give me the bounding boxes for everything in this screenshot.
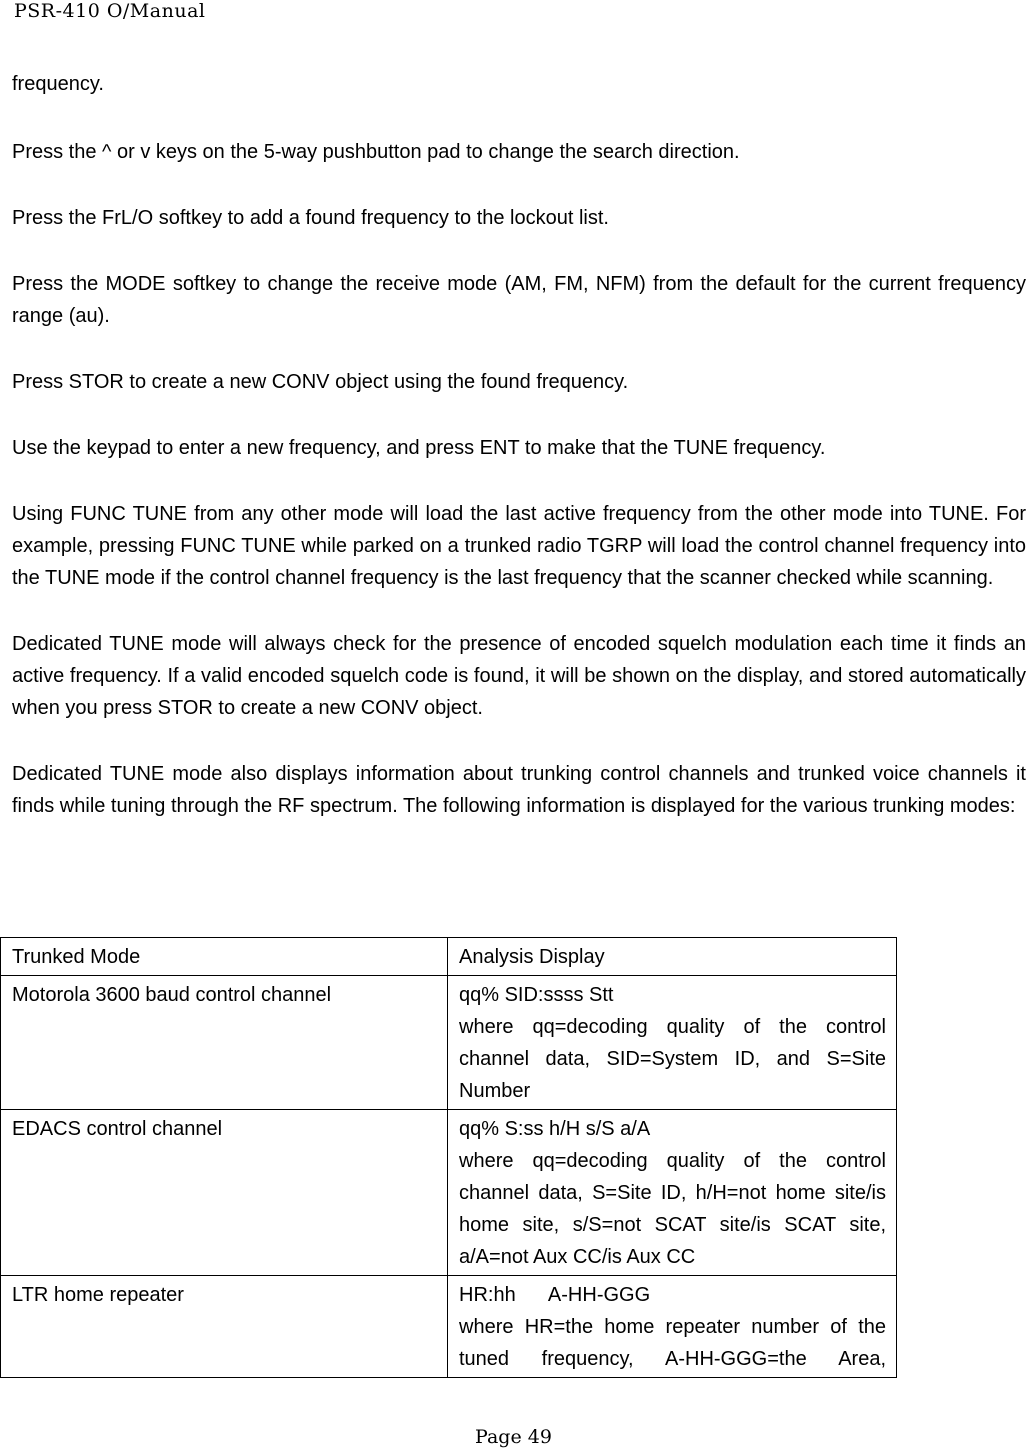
paragraph: Use the keypad to enter a new frequency, and press ENT to make that the TUNE frequency.	[12, 437, 826, 459]
display-description: where qq=decoding quality of the control channel data, S=Site ID, h/H=not home site/is home site, s/S=not SCAT site/is SCAT site, a/A=not Aux CC/is Aux CC	[459, 1150, 886, 1268]
mode-cell: EDACS control channel	[1, 1110, 448, 1276]
page-number: Page 49	[475, 1426, 552, 1448]
mode-cell: LTR home repeater	[1, 1276, 448, 1378]
display-description: where qq=decoding quality of the control channel data, SID=System ID, and S=Site Number	[459, 1016, 886, 1102]
paragraph: Press the MODE softkey to change the receive mode (AM, FM, NFM) from the default for the current frequency range (au).	[12, 273, 1026, 327]
paragraph: Dedicated TUNE mode also displays information about trunking control channels and trunked voice channels it finds while tuning through the RF spectrum. The following information is displayed for the various trunking modes:	[12, 763, 1026, 817]
display-cell	[448, 1110, 897, 1276]
table-row	[1, 1276, 897, 1378]
trunking-modes-table	[0, 937, 897, 1378]
table-row	[1, 976, 897, 1110]
paragraph: Press the ^ or v keys on the 5-way pushbutton pad to change the search direction.	[12, 141, 740, 163]
display-cell	[448, 1276, 897, 1378]
display-format: qq% SID:ssss Stt	[459, 984, 614, 1006]
table-row	[1, 1110, 897, 1276]
paragraph: Press STOR to create a new CONV object using the found frequency.	[12, 371, 629, 393]
body-text	[12, 68, 1026, 856]
table-header-row	[1, 938, 897, 976]
paragraph: Dedicated TUNE mode will always check for the presence of encoded squelch modulation each time it finds an active frequency. If a valid encoded squelch code is found, it will be shown on the display, and stored automatically when you press STOR to create a new CONV object.	[12, 633, 1026, 719]
display-format: qq% S:ss h/H s/S a/A	[459, 1118, 651, 1140]
paragraph: Using FUNC TUNE from any other mode will load the last active frequency from the other mode into TUNE. For example, pressing FUNC TUNE while parked on a trunked radio TGRP will load the control channel frequency into the TUNE mode if the control channel frequency is the last frequency that the scanner checked while scanning.	[12, 503, 1026, 589]
mode-cell: Motorola 3600 baud control channel	[1, 976, 448, 1110]
page-header: PSR-410 O/Manual	[14, 0, 206, 22]
paragraph: Press the FrL/O softkey to add a found frequency to the lockout list.	[12, 207, 609, 229]
paragraph: frequency.	[12, 73, 104, 95]
display-description: where HR=the home repeater number of the tuned frequency, A-HH-GGG=the Area,	[459, 1316, 886, 1370]
header-cell-display: Analysis Display	[448, 938, 897, 976]
header-cell-mode: Trunked Mode	[1, 938, 448, 976]
display-cell	[448, 976, 897, 1110]
display-format: HR:hh A-HH-GGG	[459, 1284, 651, 1306]
